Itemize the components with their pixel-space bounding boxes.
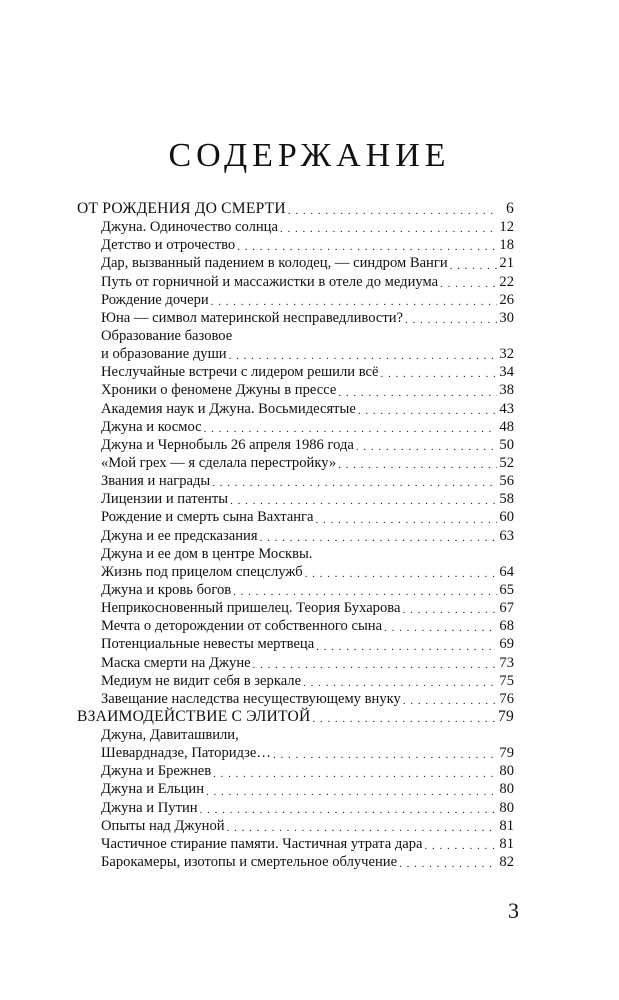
- toc-dot-leader: [402, 603, 497, 617]
- toc-entry: [77, 508, 514, 526]
- toc-entry-title: Рождение дочери: [101, 291, 209, 308]
- toc-dot-leader: [253, 658, 498, 672]
- toc-dot-leader: [211, 295, 498, 309]
- toc-dot-leader: [405, 313, 497, 327]
- toc-entry-title: Джуна, Давиташвили,: [101, 727, 239, 744]
- toc-dot-leader: [227, 821, 498, 835]
- toc-entry: [77, 254, 514, 272]
- toc-entry-page: 26: [499, 291, 514, 308]
- toc-entry-page: 79: [499, 745, 514, 762]
- toc-entry-page: 30: [499, 309, 514, 326]
- toc-dot-leader: [356, 440, 498, 454]
- toc-entry-page: 80: [499, 763, 514, 780]
- toc-entry-title: Опыты над Джуной: [101, 817, 225, 834]
- toc-entry: [77, 436, 514, 454]
- toc-entry-title: Юна — символ материнской несправедливости?: [101, 309, 404, 326]
- toc-entry-page: 18: [499, 237, 514, 254]
- toc-entry-page: 76: [499, 690, 514, 707]
- toc-entry-title: ОТ РОЖДЕНИЯ ДО СМЕРТИ: [77, 199, 286, 217]
- toc-dot-leader: [399, 857, 497, 871]
- toc-entry: [77, 472, 514, 490]
- toc-dot-leader: [288, 204, 498, 218]
- toc-entry-title: Завещание наследства несуществующему внуку: [101, 690, 401, 707]
- toc-entry-title: Барокамеры, изотопы и смертельное облучение: [101, 854, 398, 871]
- toc-entry: [77, 781, 514, 799]
- toc-entry-title: Детство и отрочество: [101, 237, 236, 254]
- toc-entry-title: Образование базовое: [101, 327, 233, 344]
- toc-dot-leader: [273, 748, 497, 762]
- toc-dot-leader: [440, 277, 497, 291]
- toc-entry-page: 21: [499, 255, 514, 272]
- toc-dot-leader: [212, 476, 497, 490]
- toc-entry-page: 68: [499, 618, 514, 635]
- toc-entry-page: 65: [499, 581, 514, 598]
- toc-entry: [77, 853, 514, 871]
- toc-entry-title: Потенциальные невесты мертвеца: [101, 636, 315, 653]
- toc-entry: [77, 672, 514, 690]
- toc-dot-leader: [305, 567, 498, 581]
- toc-entry: [77, 726, 514, 744]
- toc-entry-title: Джуна и ее дом в центре Москвы.: [101, 545, 313, 562]
- toc-entry-title: Неслучайные встречи с лидером решили всё: [101, 364, 379, 381]
- toc-entry-title: Медиум не видит себя в зеркале: [101, 672, 302, 689]
- toc-entry: [77, 527, 514, 545]
- toc-dot-leader: [303, 676, 497, 690]
- toc-dot-leader: [280, 222, 497, 236]
- toc-entry: [77, 690, 514, 708]
- toc-entry-page: 63: [499, 527, 514, 544]
- toc-dot-leader: [206, 785, 497, 799]
- toc-dot-leader: [425, 839, 498, 853]
- toc-entry-page: 48: [499, 418, 514, 435]
- toc-entry: [77, 418, 514, 436]
- toc-entry: [77, 381, 514, 399]
- toc-entry-title: Жизнь под прицелом спецслужб: [101, 563, 303, 580]
- toc-entry-page: 73: [499, 654, 514, 671]
- toc-dot-leader: [200, 803, 498, 817]
- toc-entry: [77, 454, 514, 472]
- toc-entry-title: ВЗАИМОДЕЙСТВИЕ С ЭЛИТОЙ: [77, 707, 311, 725]
- toc-entry-title: Джуна и Чернобыль 26 апреля 1986 года: [101, 436, 354, 453]
- toc-entry-page: 67: [499, 600, 514, 617]
- toc-entry-title: Рождение и смерть сына Вахтанга: [101, 509, 314, 526]
- toc-entry: [77, 563, 514, 581]
- toc-dot-leader: [233, 585, 497, 599]
- toc-entry-page: 22: [499, 273, 514, 290]
- toc-entry-title: Неприкосновенный пришелец. Теория Бухарова: [101, 600, 401, 617]
- toc-entry: [77, 545, 514, 563]
- toc-entry-page: 58: [499, 491, 514, 508]
- toc-entry-title: Мечта о деторождении от собственного сына: [101, 618, 383, 635]
- toc-entry-page: 80: [499, 799, 514, 816]
- toc-entry-title: Джуна и кровь богов: [101, 581, 232, 598]
- toc-dot-leader: [312, 712, 496, 726]
- toc-dot-leader: [237, 240, 497, 254]
- toc-entry-title: Джуна и ее предсказания: [101, 527, 258, 544]
- toc-entry: [77, 654, 514, 672]
- toc-entry-page: 81: [499, 817, 514, 834]
- toc-entry: [77, 309, 514, 327]
- toc-entry-title: Звания и награды: [101, 473, 211, 490]
- toc-entry-page: 80: [499, 781, 514, 798]
- toc-entry: [77, 762, 514, 780]
- toc-entry-page: 75: [499, 672, 514, 689]
- toc-entry-page: 82: [499, 854, 514, 871]
- toc-dot-leader: [384, 621, 497, 635]
- toc-entry-page: 34: [499, 364, 514, 381]
- toc-entry: [77, 218, 514, 236]
- toc-entry: [77, 490, 514, 508]
- toc-entry-title: Маска смерти на Джуне: [101, 654, 251, 671]
- toc-entry-title: Джуна. Одиночество солнца: [101, 219, 278, 236]
- toc-entry-title: Джуна и Брежнев: [101, 763, 212, 780]
- toc-dot-leader: [260, 531, 498, 545]
- toc-dot-leader: [338, 386, 497, 400]
- toc-entry-title: Хроники о феномене Джуны в прессе: [101, 382, 337, 399]
- toc-entry-page: 12: [499, 219, 514, 236]
- toc-entry-title: Джуна и Путин: [101, 799, 198, 816]
- toc-entry-title: и образование души: [101, 346, 227, 363]
- toc-entry-page: 79: [498, 707, 514, 725]
- toc-entry-page: 60: [499, 509, 514, 526]
- toc-entry-page: 43: [499, 400, 514, 417]
- toc-entry-page: 64: [499, 563, 514, 580]
- toc-entry: [77, 817, 514, 835]
- toc-entry-title: Лицензии и патенты: [101, 491, 229, 508]
- toc-dot-leader: [204, 422, 498, 436]
- toc-entry: [77, 599, 514, 617]
- toc-entry: [77, 799, 514, 817]
- toc-entry: [77, 744, 514, 762]
- toc-entry: [77, 273, 514, 291]
- table-of-contents: [77, 200, 514, 871]
- toc-entry-page: 81: [499, 835, 514, 852]
- toc-entry: [77, 400, 514, 418]
- toc-dot-leader: [403, 694, 498, 708]
- toc-dot-leader: [358, 404, 498, 418]
- toc-entry-page: 50: [499, 436, 514, 453]
- toc-dot-leader: [450, 259, 498, 273]
- toc-entry: [77, 581, 514, 599]
- toc-entry-title: Джуна и Ельцин: [101, 781, 205, 798]
- toc-entry: [77, 291, 514, 309]
- page-number: 3: [508, 898, 519, 923]
- toc-entry-title: Академия наук и Джуна. Восьмидесятые: [101, 400, 356, 417]
- toc-entry: [77, 835, 514, 853]
- toc-entry: [77, 327, 514, 345]
- toc-dot-leader: [338, 458, 497, 472]
- toc-section-entry: [77, 200, 514, 218]
- toc-entry-title: Шеварднадзе, Паторидзе…: [101, 745, 272, 762]
- toc-entry-page: 69: [499, 636, 514, 653]
- toc-entry-title: «Мой грех — я сделала перестройку»: [101, 454, 337, 471]
- toc-entry: [77, 617, 514, 635]
- toc-entry: [77, 345, 514, 363]
- toc-entry-page: 52: [499, 454, 514, 471]
- page-title: СОДЕРЖАНИЕ: [168, 137, 451, 174]
- toc-entry-page: 32: [499, 346, 514, 363]
- toc-entry: [77, 363, 514, 381]
- toc-dot-leader: [230, 494, 497, 508]
- toc-dot-leader: [381, 367, 498, 381]
- toc-entry-title: Джуна и космос: [101, 418, 202, 435]
- toc-dot-leader: [316, 640, 497, 654]
- toc-entry-page: 6: [506, 199, 514, 217]
- toc-entry-title: Частичное стирание памяти. Частичная утрата дара: [101, 835, 423, 852]
- toc-entry-page: 38: [499, 382, 514, 399]
- toc-dot-leader: [316, 513, 498, 527]
- toc-entry-page: 56: [499, 473, 514, 490]
- toc-entry: [77, 236, 514, 254]
- toc-entry-title: Дар, вызванный падением в колодец, — синдром Ванги: [101, 255, 448, 272]
- toc-section-entry: [77, 708, 514, 726]
- toc-dot-leader: [213, 767, 497, 781]
- toc-entry-title: Путь от горничной и массажистки в отеле до медиума: [101, 273, 439, 290]
- toc-dot-leader: [229, 349, 498, 363]
- toc-entry: [77, 635, 514, 653]
